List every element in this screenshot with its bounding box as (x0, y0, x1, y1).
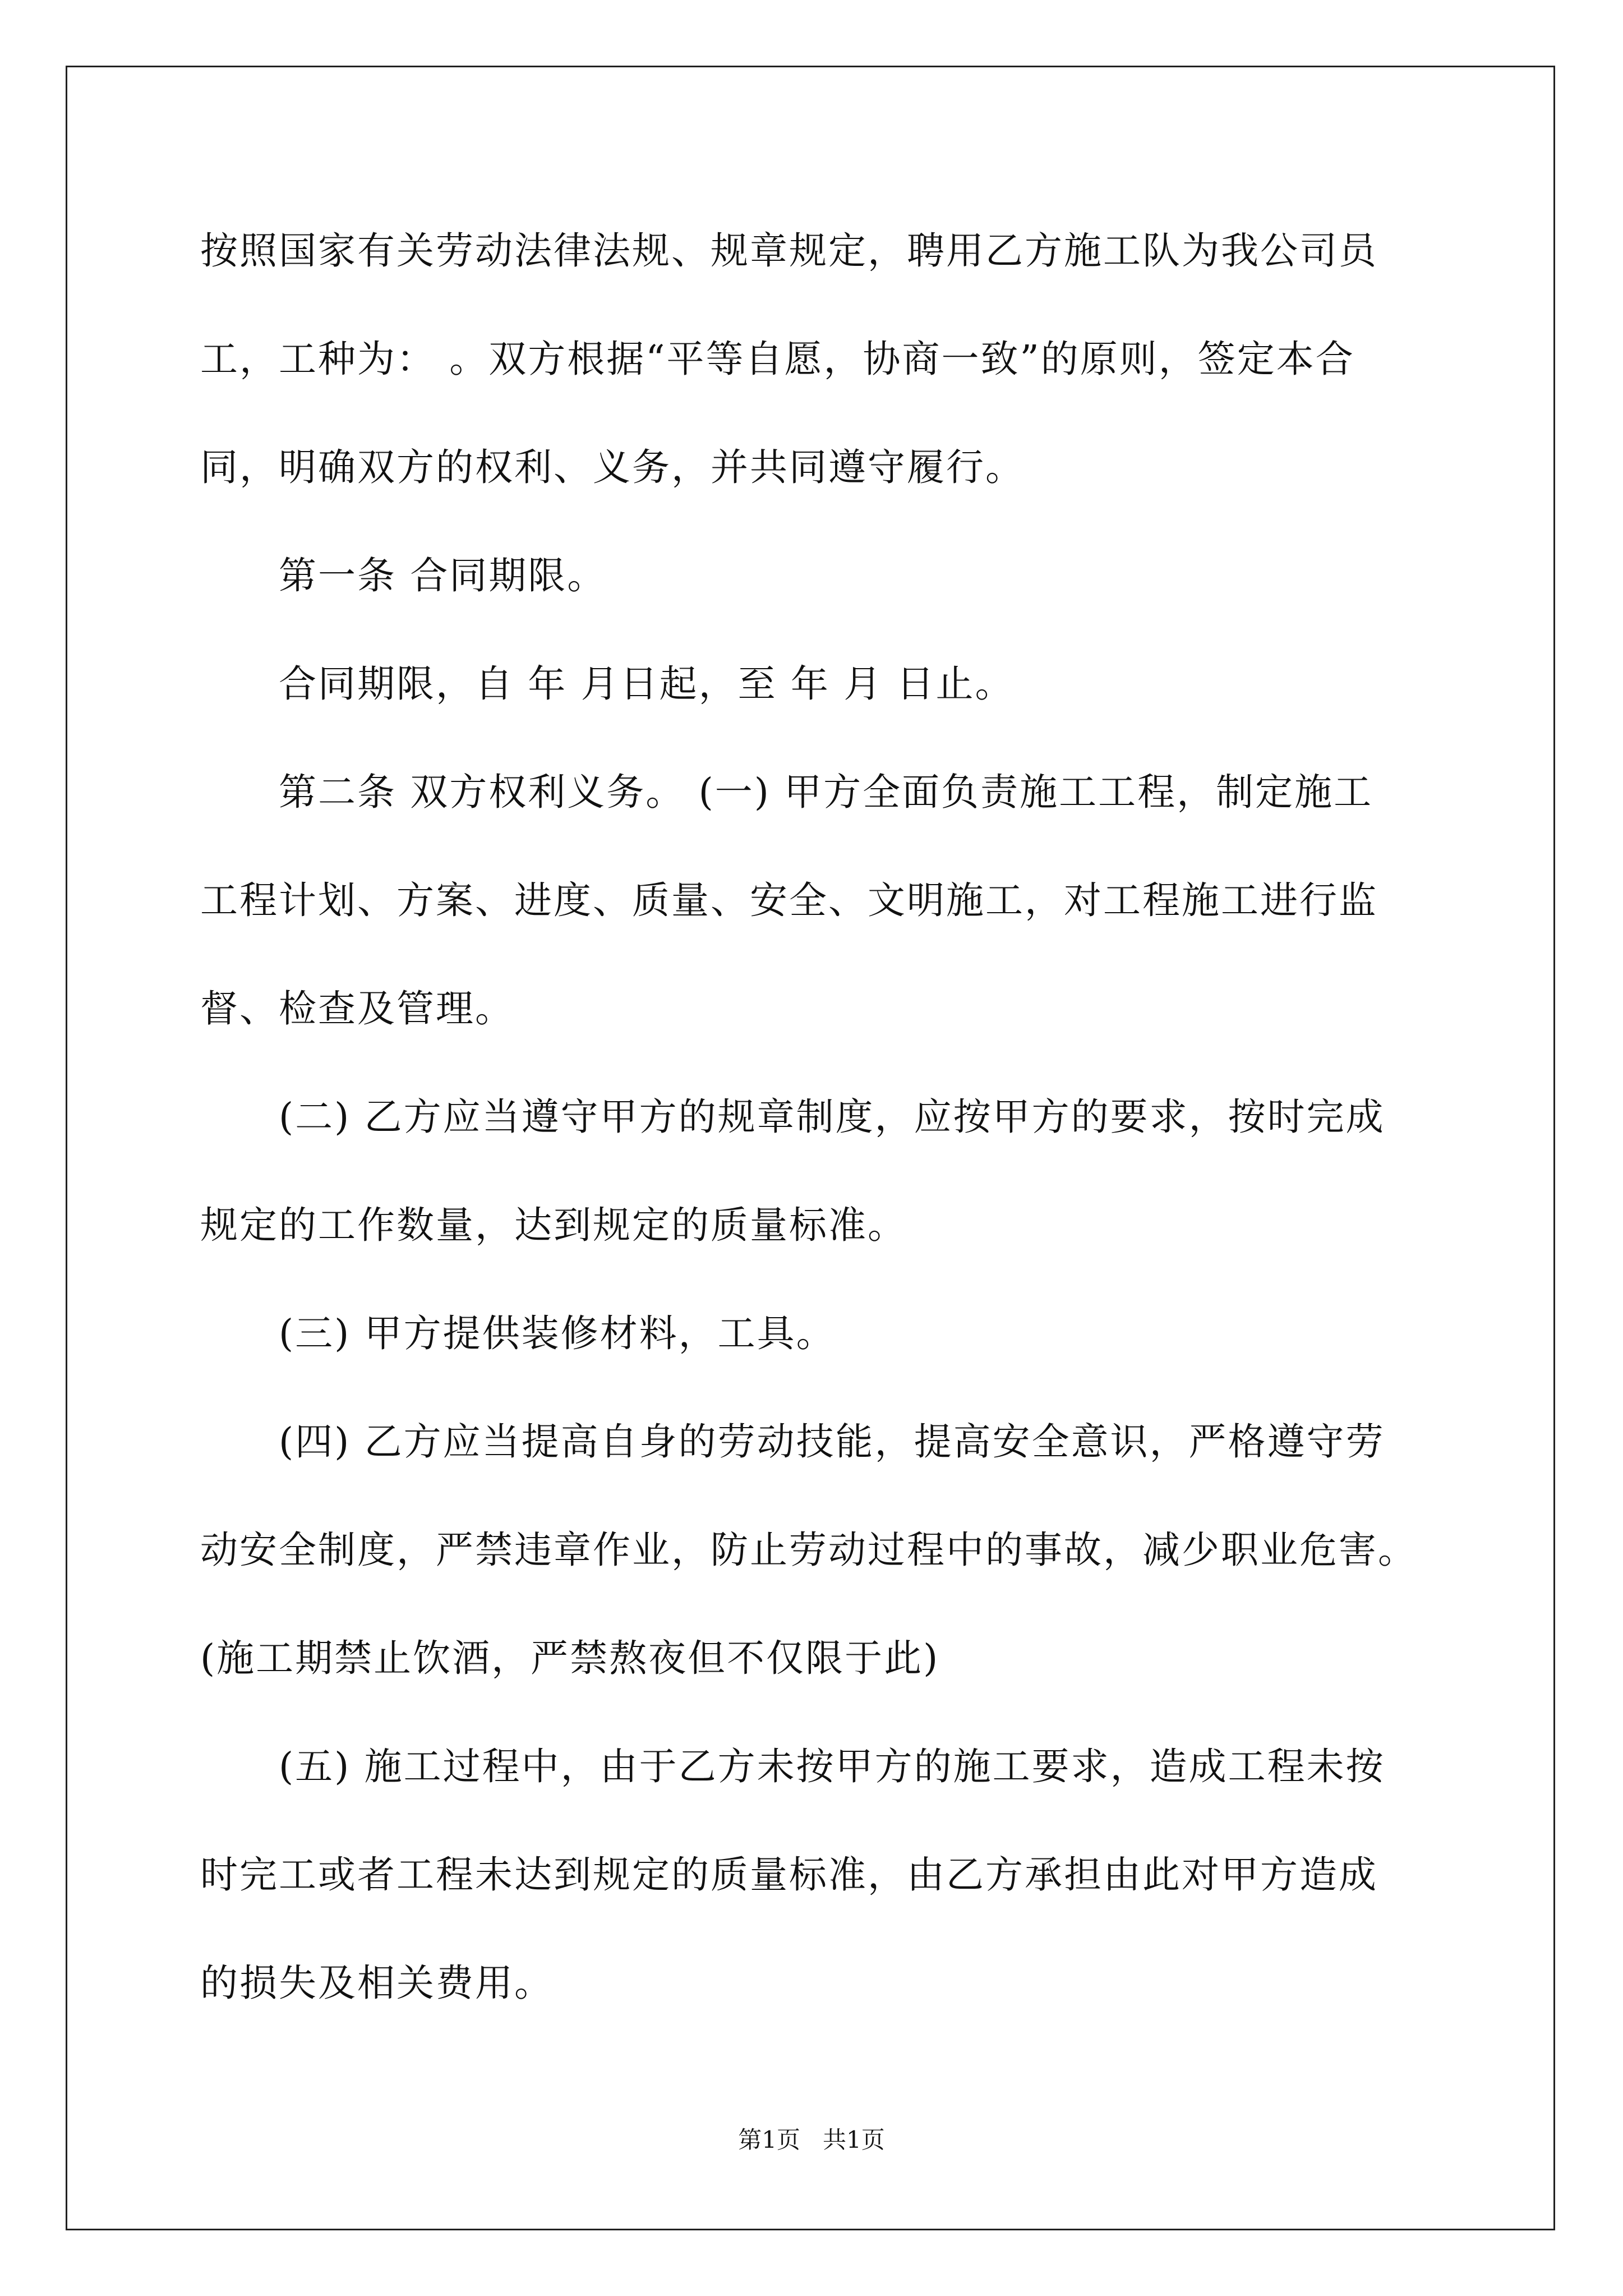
paragraph-line: (四) 乙方应当提高自身的劳动技能，提高安全意识，严格遵守劳 (279, 1420, 1385, 1464)
paragraph-line: 合同期限，自 年 月日起，至 年 月 日止。 (279, 662, 1015, 706)
paragraph-line: 时完工或者工程未达到规定的质量标准，由乙方承担由此对甲方造成 (200, 1853, 1378, 1897)
paragraph-line: (五) 施工过程中，由于乙方未按甲方的施工要求，造成工程未按 (279, 1745, 1385, 1788)
paragraph-line: 督、检查及管理。 (200, 987, 514, 1030)
paragraph-line: (三) 甲方提供装修材料，工具。 (279, 1312, 836, 1355)
paragraph-line: (二) 乙方应当遵守甲方的规章制度，应按甲方的要求，按时完成 (279, 1095, 1385, 1139)
paragraph-line: (施工期禁止饮酒，严禁熬夜但不仅限于此) (200, 1636, 940, 1680)
article-heading: 第二条 双方权利义务。 (一) 甲方全面负责施工工程，制定施工 (279, 770, 1373, 814)
paragraph-line: 动安全制度，严禁违章作业，防止劳动过程中的事故，减少职业危害。 (200, 1528, 1417, 1572)
article-heading: 第一条 合同期限。 (279, 554, 607, 597)
page-frame (66, 66, 1555, 2230)
paragraph-line: 规定的工作数量，达到规定的质量标准。 (200, 1203, 907, 1247)
paragraph-line: 工程计划、方案、进度、质量、安全、文明施工，对工程施工进行监 (200, 878, 1378, 922)
paragraph-line: 工，工种为： 。双方根据“平等自愿，协商一致”的原则，签定本合 (200, 337, 1355, 381)
page-number-footer: 第1页 共1页 (738, 2126, 885, 2154)
paragraph-line: 按照国家有关劳动法律法规、规章规定，聘用乙方施工队为我公司员 (200, 229, 1378, 273)
paragraph-line: 的损失及相关费用。 (200, 1961, 554, 2005)
paragraph-line: 同，明确双方的权利、义务，并共同遵守履行。 (200, 445, 1025, 489)
